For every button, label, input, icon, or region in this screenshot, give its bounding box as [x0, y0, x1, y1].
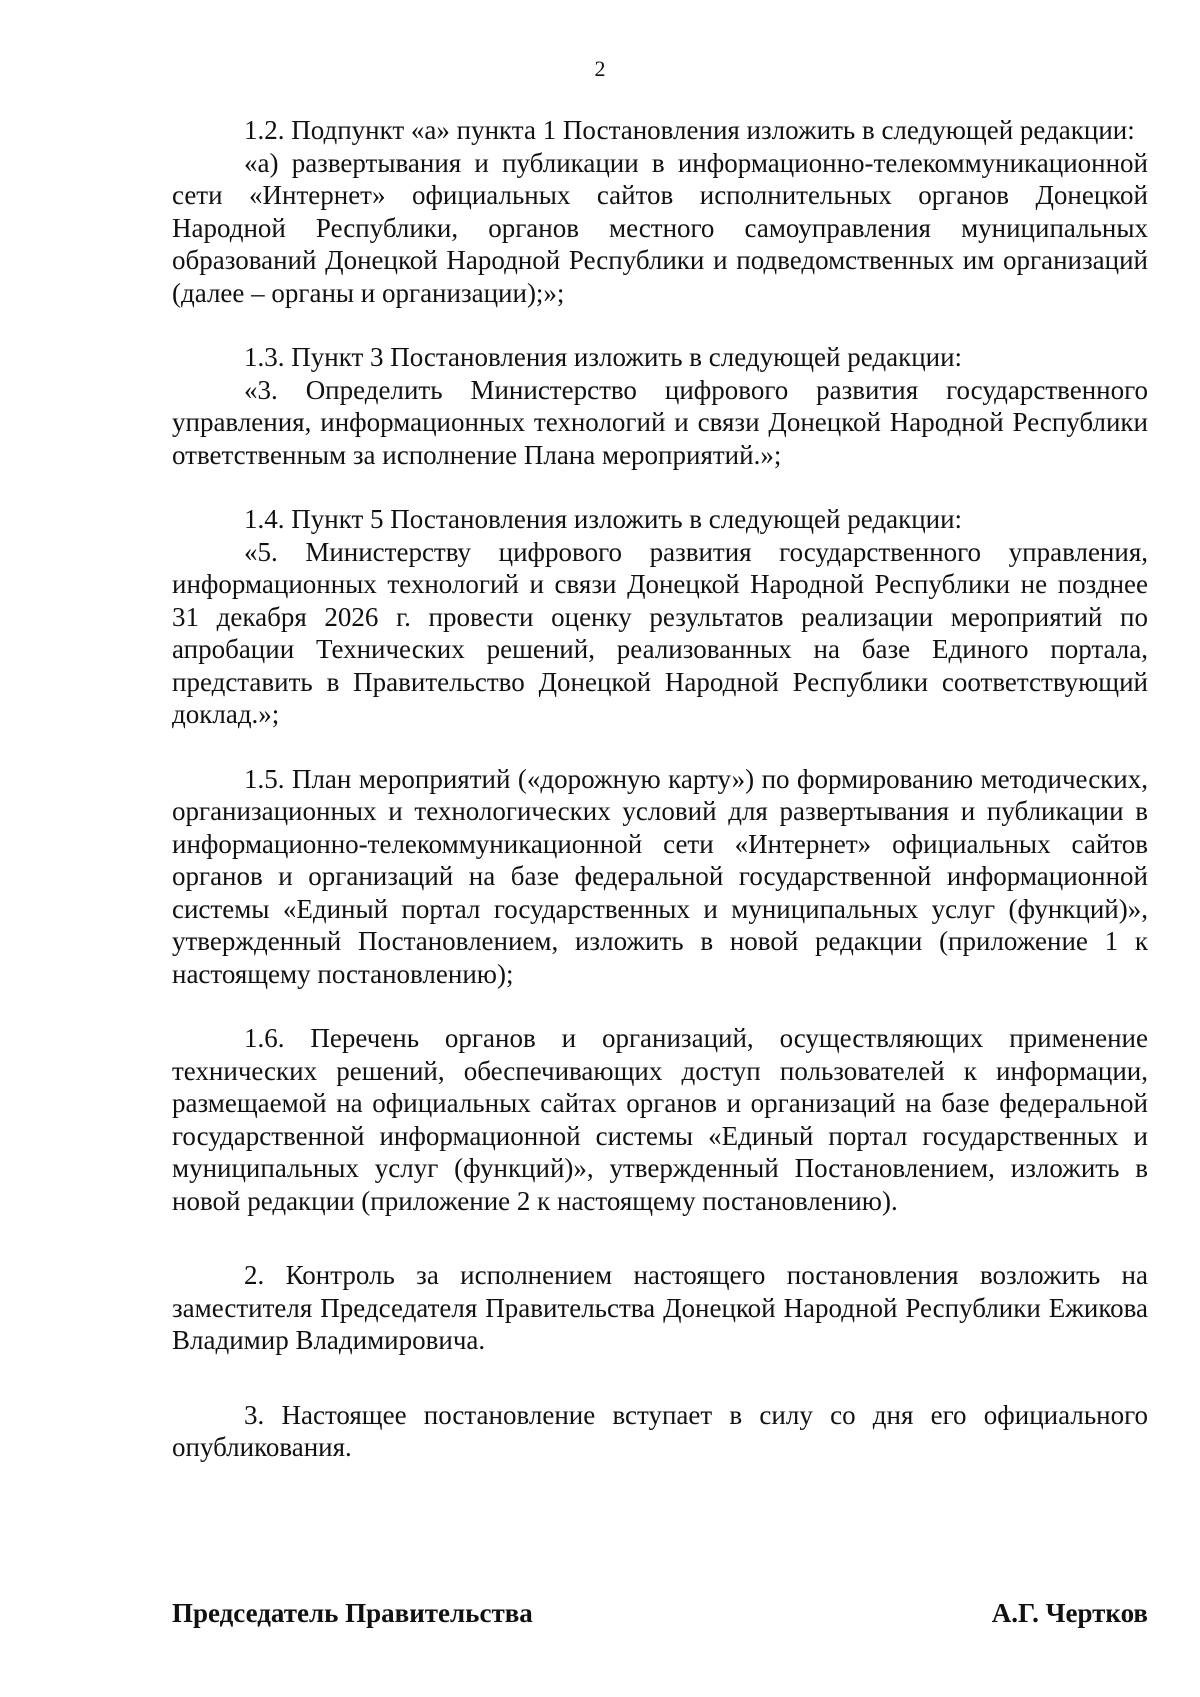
paragraph-1-5: 1.5. План мероприятий («дорожную карту») по формированию методических, организационных и технологических условий для развертывания и публикации в информационно-телекоммуникационной сети «Интернет» официальных сайтов органов и организаций на базе федеральной государственной информационной системы «Единый портал государственных и муниципальных услуг (функций)», утвержденный Постановлением, изложить в новой редакции (приложение 1 к настоящему постановлению);	[172, 763, 1148, 989]
paragraph-1-3-text: «3. Определить Министерство цифрового развития государственного управления, информационных технологий и связи Донецкой Народной Республики ответственным за исполнение Плана мероприятий.»;	[172, 374, 1148, 470]
paragraph-1-2: 1.2. Подпункт «а» пункта 1 Постановления изложить в следующей редакции:	[244, 115, 1135, 145]
paragraph-1-3: 1.3. Пункт 3 Постановления изложить в следующей редакции:	[244, 342, 963, 372]
page-number: 2	[594, 56, 606, 81]
paragraph-1-4: 1.4. Пункт 5 Постановления изложить в следующей редакции:	[244, 504, 963, 534]
paragraph-1-6: 1.6. Перечень органов и организаций, осуществляющих применение технических решений, обеспечивающих доступ пользователей к информации, размещаемой на официальных сайтах органов и организаций на базе федеральной государственной информационной системы «Единый портал государственных и муниципальных услуг (функций)», утвержденный Постановлением, изложить в новой редакции (приложение 2 к настоящему постановлению).	[172, 1023, 1148, 1216]
signature-block	[172, 1597, 1148, 1629]
paragraph-1-4-text: «5. Министерству цифрового развития государственного управления, информационных технологий и связи Донецкой Народной Республики не позднее 31 декабря 2026 г. провести оценку результатов реализации мероприятий по апробации Технических решений, реализованных на базе Единого портала, представить в Правительство Донецкой Народной Республики соответствующий доклад.»;	[172, 536, 1148, 729]
signatory-position: Председатель Правительства	[172, 1598, 533, 1628]
paragraph-3: 3. Настоящее постановление вступает в силу со дня его официального опубликования.	[172, 1399, 1148, 1462]
document-body	[172, 114, 1148, 1464]
signatory-name: А.Г. Чертков	[991, 1598, 1148, 1628]
paragraph-1-2-text: «а) развертывания и публикации в информационно-телекоммуникационной сети «Интернет» официальных сайтов исполнительных органов Донецкой Народной Республики, органов местного самоуправления муниципальных образований Донецкой Народной Республики и подведомственных им организаций (далее – органы и организации);»;	[172, 147, 1148, 308]
paragraph-2: 2. Контроль за исполнением настоящего постановления возложить на заместителя Председателя Правительства Донецкой Народной Республики Ежикова Владимир Владимировича.	[172, 1260, 1148, 1355]
